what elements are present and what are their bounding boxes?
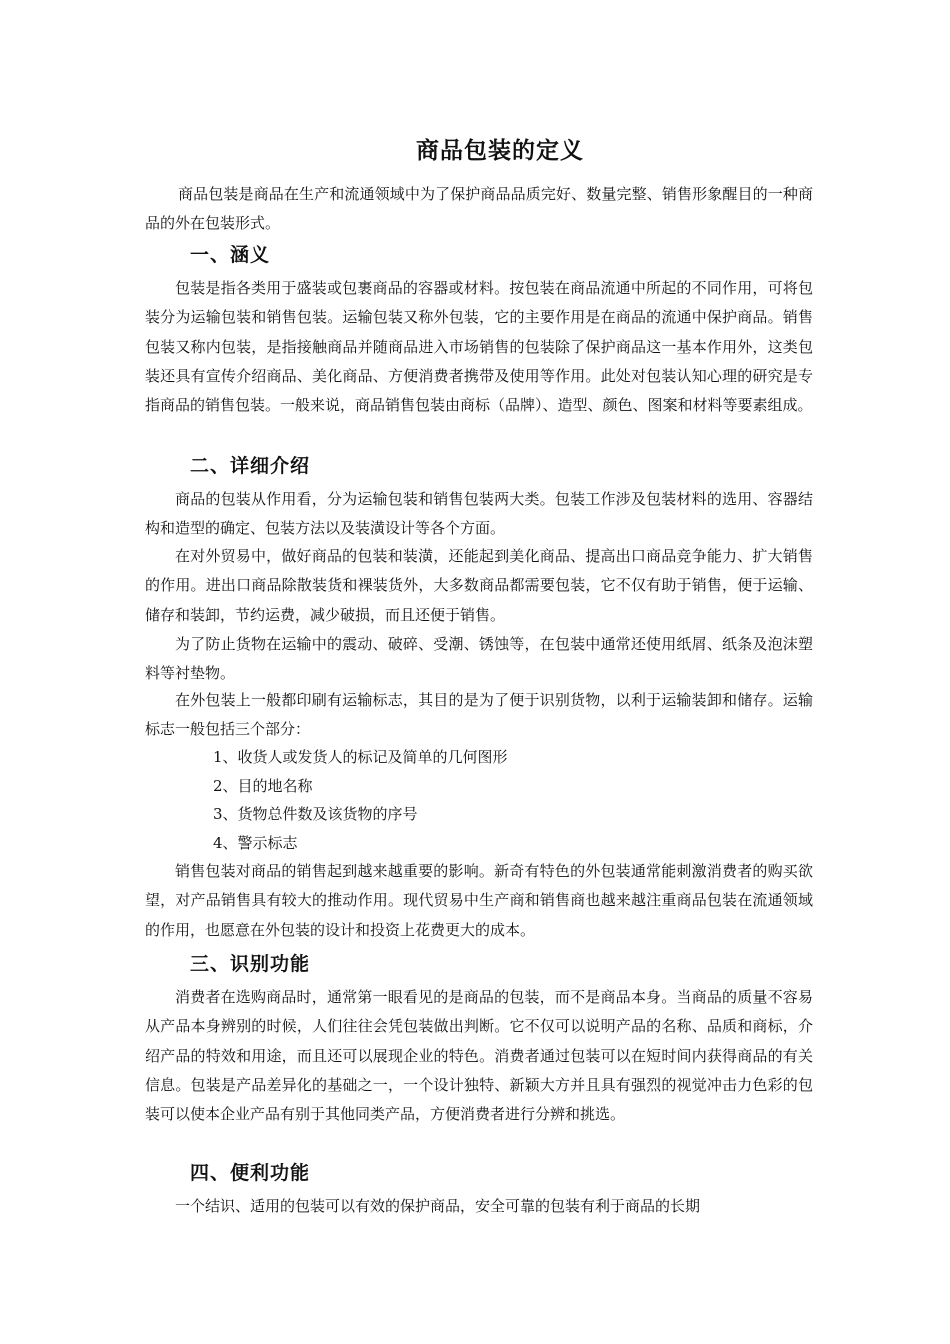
meaning-paragraph: 包装是指各类用于盛装或包裹商品的容器或材料。按包装在商品流通中所起的不同作用，可将包装分为运输包装和销售包装。运输包装又称外包装，它的主要作用是在商品的流通中保护商品。销售包装又称内包装，是指接触商品并随商品进入市场销售的包装除了保护商品这一基本作用外，这类包装还具有宣传介绍商品、美化商品、方便消费者携带及使用等作用。此处对包装认知心理的研究是专指商品的销售包装。一般来说，商品销售包装由商标（品牌）、造型、颜色、图案和材料等要素组成。 [145,279,813,415]
page-title: 商品包装的定义 [416,138,584,164]
details-paragraph-3: 为了防止货物在运输中的震动、破碎、受潮、锈蚀等，在包装中通常还使用纸屑、纸条及泡沫塑料等衬垫物。 [145,635,813,683]
list-item: 2、目的地名称 [213,777,313,795]
convenience-paragraph: 一个结识、适用的包装可以有效的保护商品，安全可靠的包装有利于商品的长期 [175,1197,701,1215]
details-paragraph-4: 在外包装上一般都印刷有运输标志，其目的是为了便于识别货物，以利于运输装卸和储存。运输标志一般包括三个部分： [145,691,813,739]
section-heading-convenience: 四、便利功能 [190,1162,311,1184]
intro-paragraph: 商品包装是商品在生产和流通领域中为了保护商品品质完好、数量完整、销售形象醒目的一种商品的外在包装形式。 [145,185,813,233]
list-item: 1、收货人或发货人的标记及简单的几何图形 [213,748,508,766]
details-closing-paragraph: 销售包装对商品的销售起到越来越重要的影响。新奇有特色的外包装通常能刺激消费者的购买欲望，对产品销售具有较大的推动作用。现代贸易中生产商和销售商也越来越注重商品包装在流通领域的作用，也愿意在外包装的设计和投资上花费更大的成本。 [145,862,813,939]
details-paragraph-2: 在对外贸易中，做好商品的包装和装潢，还能起到美化商品、提高出口商品竞争能力、扩大销售的作用。进出口商品除散装货和裸装货外，大多数商品都需要包装，它不仅有助于销售，便于运输、储存和装卸，节约运费，减少破损，而且还便于销售。 [145,547,813,624]
section-heading-details: 二、详细介绍 [190,455,311,477]
identification-paragraph: 消费者在选购商品时，通常第一眼看见的是商品的包装，而不是商品本身。当商品的质量不容易从产品本身辨别的时候，人们往往会凭包装做出判断。它不仅可以说明产品的名称、品质和商标，介绍产品的特效和用途，而且还可以展现企业的特色。消费者通过包装可以在短时间内获得商品的有关信息。包装是产品差异化的基础之一，一个设计独特、新颖大方并且具有强烈的视觉冲击力色彩的包装可以使本企业产品有别于其他同类产品，方便消费者进行分辨和挑选。 [145,988,813,1124]
list-item: 4、警示标志 [213,834,298,852]
details-paragraph-1: 商品的包装从作用看，分为运输包装和销售包装两大类。包装工作涉及包装材料的选用、容器结构和造型的确定、包装方法以及装潢设计等各个方面。 [145,490,813,538]
section-heading-meaning: 一、涵义 [190,244,271,266]
section-heading-identification: 三、识别功能 [190,953,311,975]
list-item: 3、货物总件数及该货物的序号 [213,805,418,823]
